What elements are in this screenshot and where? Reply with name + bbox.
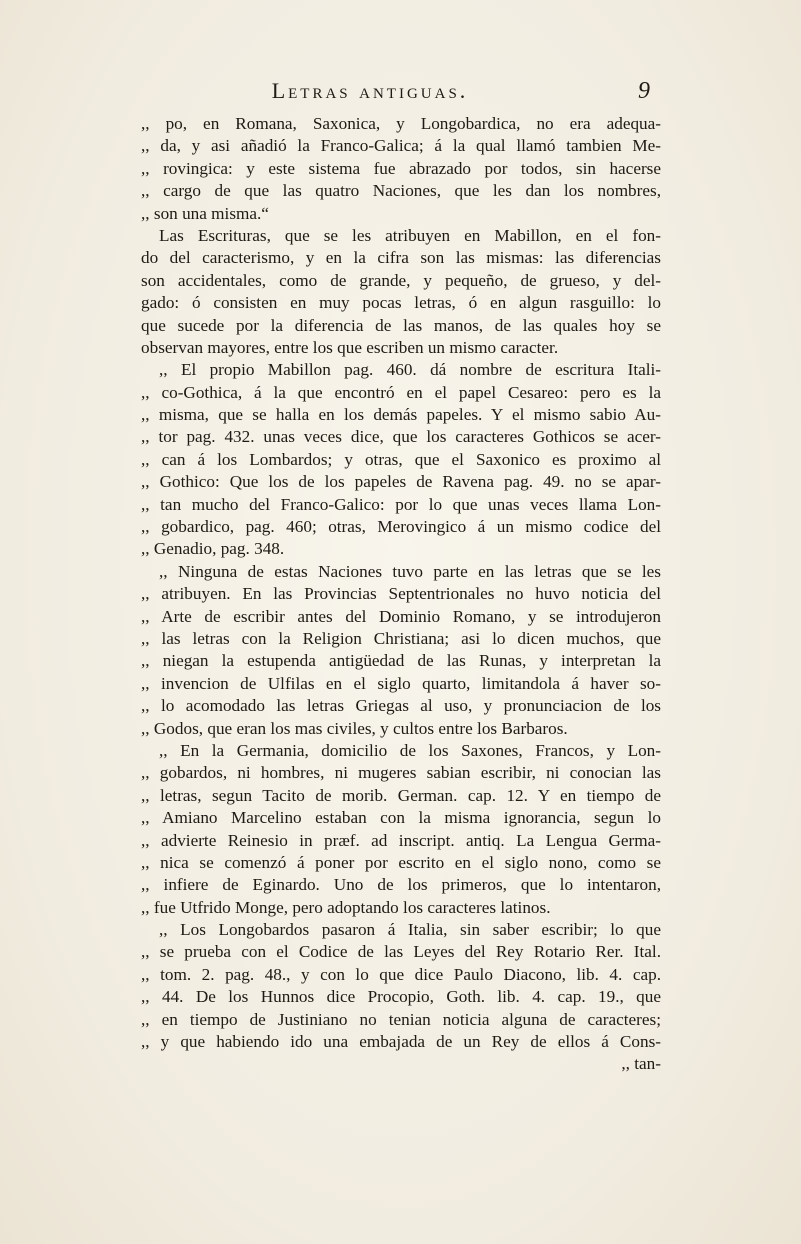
text-line: ,, lo acomodado las letras Griegas al uso, y pronunciacion de los [141,696,661,716]
text-line: ,, en tiempo de Justiniano no tenian noticia alguna de caracteres; [141,1009,661,1029]
text-line: ,, da, y asi añadió la Franco-Galica; á la qual llamó tambien Me- [141,136,661,156]
text-line: ,, advierte Reinesio in præf. ad inscript. antiq. La Lengua Germa- [141,830,661,850]
text-line: ,, tor pag. 432. unas veces dice, que los caracteres Gothicos se acer- [141,427,661,447]
text-line: ,, letras, segun Tacito de morib. German. cap. 12. Y en tiempo de [141,785,661,805]
text-line: ,, rovingica: y este sistema fue abrazado por todos, sin hacerse [141,158,661,178]
text-line: son accidentales, como de grande, y pequeño, de grueso, y del- [141,270,661,290]
text-line: ,, y que habiendo ido una embajada de un Rey de ellos á Cons- [141,1032,661,1052]
text-line: ,, invencion de Ulfilas en el siglo quarto, limitandola á haver so- [141,673,661,693]
text-line: ,, niegan la estupenda antigüedad de las Runas, y interpretan la [141,651,661,671]
text-line: ,, can á los Lombardos; y otras, que el Saxonico es proximo al [141,449,661,469]
page-number: 9 [638,78,650,104]
text-line: ,, En la Germania, domicilio de los Saxones, Francos, y Lon- [159,740,661,760]
text-line: ,, gobardico, pag. 460; otras, Merovingico á un mismo codice del [141,517,661,537]
text-line: ,, nica se comenzó á poner por escrito en el siglo nono, como se [141,852,661,872]
text-line: ,, Ninguna de estas Naciones tuvo parte en las letras que se les [159,561,661,581]
text-line: ,, las letras con la Religion Christiana; asi lo dicen muchos, que [141,628,661,648]
text-line: observan mayores, entre los que escriben un mismo caracter. [141,337,559,357]
text-line: ,, Arte de escribir antes del Dominio Romano, y se introdujeron [141,606,661,626]
text-line: ,, atribuyen. En las Provincias Septentrionales no huvo noticia del [141,584,661,604]
text-line: ,, tan mucho del Franco-Galico: por lo que unas veces llama Lon- [141,494,661,514]
page-header [150,78,650,108]
text-line: Las Escrituras, que se les atribuyen en Mabillon, en el fon- [159,225,661,245]
text-line: que sucede por la diferencia de las manos, de las quales hoy se [141,315,661,335]
text-line: ,, Los Longobardos pasaron á Italia, sin saber escribir; lo que [159,920,661,940]
text-line: ,, co-Gothica, á la que encontró en el papel Cesareo: pero es la [141,382,661,402]
text-line: ,, gobardos, ni hombres, ni mugeres sabian escribir, ni conocian las [141,763,661,783]
body-text [141,113,661,1076]
text-line: ,, El propio Mabillon pag. 460. dá nombre de escritura Itali- [159,360,661,380]
text-line: ,, Gothico: Que los de los papeles de Ravena pag. 49. no se apar- [141,472,661,492]
text-line: ,, Amiano Marcelino estaban con la misma ignorancia, segun lo [141,808,661,828]
text-line: ,, Genadio, pag. 348. [141,539,285,559]
text-line: ,, tan- [621,1054,661,1074]
text-line: ,, Godos, que eran los mas civiles, y cultos entre los Barbaros. [141,718,568,738]
text-line: ,, cargo de que las quatro Naciones, que les dan los nombres, [141,181,661,201]
text-line: ,, infiere de Eginardo. Uno de los primeros, que lo intentaron, [141,875,661,895]
text-line: gado: ó consisten en muy pocas letras, ó en algun rasguillo: lo [141,293,661,313]
running-title: Letras antiguas. [271,78,469,103]
text-line: ,, se prueba con el Codice de las Leyes del Rey Rotario Rer. Ital. [141,942,661,962]
text-line: ,, fue Utfrido Monge, pero adoptando los caracteres latinos. [141,897,551,917]
text-line: ,, tom. 2. pag. 48., y con lo que dice Paulo Diacono, lib. 4. cap. [141,964,661,984]
text-line: ,, misma, que se halla en los demás papeles. Y el mismo sabio Au- [141,405,661,425]
text-line: ,, 44. De los Hunnos dice Procopio, Goth. lib. 4. cap. 19., que [141,987,661,1007]
text-line: ,, son una misma.“ [141,203,269,223]
text-line: ,, po, en Romana, Saxonica, y Longobardica, no era adequa- [141,114,661,133]
text-line: do del caracterismo, y en la cifra son las mismas: las diferencias [141,248,661,268]
